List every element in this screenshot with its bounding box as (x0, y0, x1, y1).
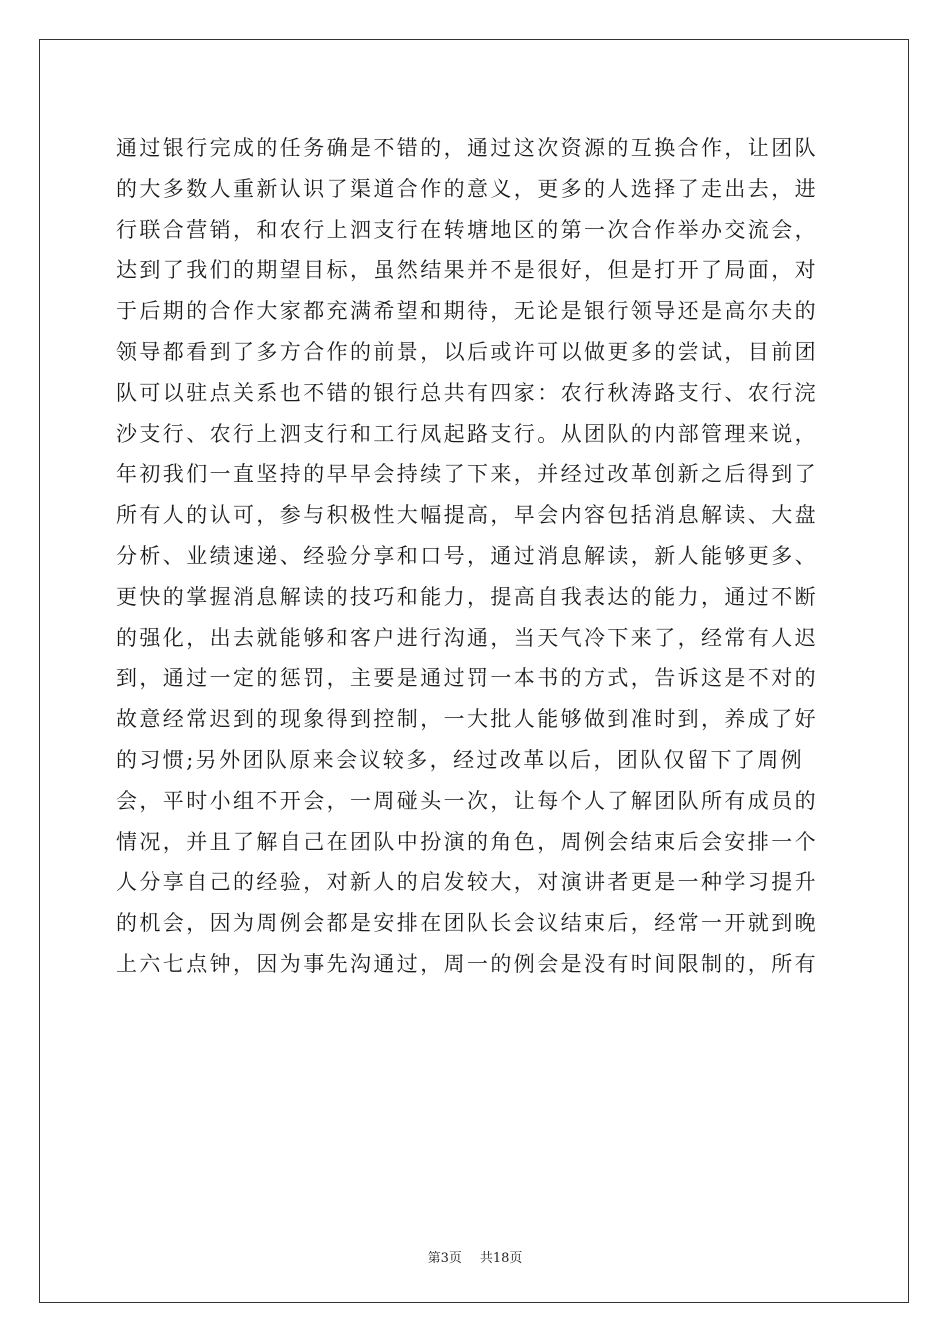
body-line: 通过银行完成的任务确是不错的，通过这次资源的互换合作，让团队 (116, 136, 818, 160)
body-line: 更快的掌握消息解读的技巧和能力，提高自我表达的能力，通过不断 (116, 584, 818, 609)
body-line: 的强化，出去就能够和客户进行沟通，当天气冷下来了，经常有人迟 (116, 625, 818, 650)
page-total: 共18页 (479, 1251, 523, 1266)
body-line: 队可以驻点关系也不错的银行总共有四家：农行秋涛路支行、农行浣 (116, 380, 818, 405)
body-line: 人分享自己的经验，对新人的启发较大，对演讲者更是一种学习提升 (116, 870, 818, 895)
page-number: 第3页 (427, 1251, 462, 1266)
body-line: 故意经常迟到的现象得到控制，一大批人能够做到准时到，养成了好 (116, 707, 818, 732)
body-line: 领导都看到了多方合作的前景，以后或许可以做更多的尝试，目前团 (116, 339, 818, 364)
body-line: 行联合营销，和农行上泗支行在转塘地区的第一次合作举办交流会， (116, 217, 818, 242)
body-line: 分析、业绩速递、经验分享和口号，通过消息解读，新人能够更多、 (116, 543, 818, 568)
body-line: 达到了我们的期望目标，虽然结果并不是很好，但是打开了局面，对 (116, 258, 818, 283)
body-line: 的大多数人重新认识了渠道合作的意义，更多的人选择了走出去，进 (116, 176, 818, 201)
body-line: 的机会，因为周例会都是安排在团队长会议结束后，经常一开就到晚 (116, 911, 818, 936)
body-line: 到，通过一定的惩罚，主要是通过罚一本书的方式，告诉这是不对的 (116, 666, 818, 691)
page-footer (0, 1247, 950, 1266)
body-line: 上六七点钟，因为事先沟通过，周一的例会是没有时间限制的，所有 (116, 951, 818, 976)
document-body (116, 128, 836, 985)
body-line: 年初我们一直坚持的早早会持续了下来，并经过改革创新之后得到了 (116, 462, 818, 487)
body-line: 会，平时小组不开会，一周碰头一次，让每个人了解团队所有成员的 (116, 788, 818, 813)
body-line: 于后期的合作大家都充满希望和期待，无论是银行领导还是高尔夫的 (116, 299, 818, 324)
body-line: 情况，并且了解自己在团队中扮演的角色，周例会结束后会安排一个 (116, 829, 818, 854)
body-line: 沙支行、农行上泗支行和工行凤起路支行。从团队的内部管理来说， (116, 421, 818, 446)
body-line: 的习惯;另外团队原来会议较多，经过改革以后，团队仅留下了周例 (116, 747, 805, 772)
body-line: 所有人的认可，参与积极性大幅提高，早会内容包括消息解读、大盘 (116, 503, 818, 528)
